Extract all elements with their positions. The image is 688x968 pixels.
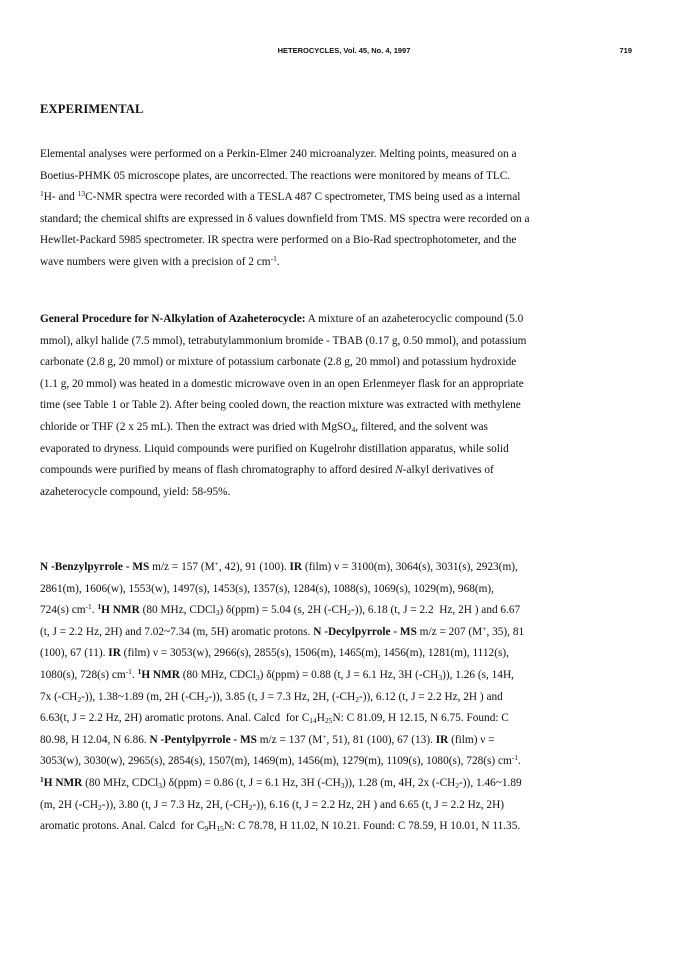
text-line: 80.98, H 12.04, N 6.86. N -Pentylpyrrole - MS m/z = 137 (M+, 51), 81 (100), 67 (13). IR (film) ν =	[40, 731, 495, 746]
text-line: mmol), alkyl halide (7.5 mmol), tetrabutylammonium bromide - TBAB (0.17 g, 0.50 mmol), and potassium	[40, 334, 527, 347]
paragraph-instruments	[40, 144, 655, 274]
text-line: Boetius-PHMK 05 microscope plates, are uncorrected. The reactions were monitored by means of TLC.	[40, 169, 511, 182]
text-line: carbonate (2.8 g, 20 mmol) or mixture of potassium carbonate (2.8 g, 20 mmol) and potassium hydroxide	[40, 356, 517, 369]
text-line: 7x $(-CH_2-)$), 1.38~1.89 (m, 2H $(-CH_2-)$), 3.85 (t, J = 7.3 Hz, 2H, $(-CH_2-)$), 6.12 (t, J = 2.2 Hz, 2H ) and	[40, 690, 503, 704]
text-line: 6.63(t, J = 2.2 Hz, 2H) aromatic protons. Anal. Calcd for $C_{14}H_{25}N$: C 81.09, H 12.15, N 6.75. Found: C	[40, 712, 509, 726]
text-line: 724(s) $cm^{-1}$. $^1$H NMR (80 MHz, CDCl$_3$) δ(ppm) = 5.04 (s, 2H $(-CH_2-)$), 6.18 (t, J = 2.2 Hz, 2H ) and 6.67	[40, 602, 521, 618]
section-title: EXPERIMENTAL	[40, 102, 144, 116]
procedure-title: General Procedure for N-Alkylation of Azaheterocycle:	[40, 313, 306, 325]
text-line: azaheterocycle compound, yield: 58-95%.	[40, 485, 231, 498]
page-number: 719	[619, 46, 632, 55]
text-line: chloride or THF (2 x 25 mL). Then the extract was dried with MgSO$_4$, filtered, and the solvent was	[40, 420, 488, 434]
text-line: General Procedure for N-Alkylation of Azaheterocycle: A mixture of an azaheterocyclic compound (5.0	[40, 313, 524, 325]
text-line: (m, 2H $(-CH_2-)$), 3.80 (t, J = 7.3 Hz, 2H, $(-CH_2-)$), 6.16 (t, J = 2.2 Hz, 2H ) and 6.65 (t, J = 2.2 Hz, 2H)	[40, 798, 504, 812]
text-line: (1.1 g, 20 mmol) was heated in a domestic microwave oven in an open Erlenmeyer flask for an appropriate	[40, 377, 524, 390]
compound-label-pentylpyrrole: N -Pentylpyrrole - MS	[149, 733, 257, 746]
text-line: wave numbers were given with a precision of 2 $cm^{-1}$.	[40, 253, 280, 268]
paragraph-compound-data	[40, 557, 655, 838]
text-line: aromatic protons. Anal. Calcd for $C_9H_{15}N$: C 78.78, H 11.02, N 10.21. Found: C 78.59, H 10.01, N 11.35.	[40, 820, 521, 834]
paragraph-general-procedure	[40, 309, 655, 503]
text-line: compounds were purified by means of flash chromatography to afford desired N-alkyl derivatives of	[40, 464, 494, 477]
text-line: Elemental analyses were performed on a Perkin-Elmer 240 microanalyzer. Melting points, measured on a	[40, 148, 517, 160]
compound-label-decylpyrrole: N -Decylpyrrole - MS	[313, 625, 417, 638]
text-line: 2861(m), 1606(w), 1553(w), 1497(s), 1453(s), 1357(s), 1284(s), 1088(s), 1069(s), 1029(m), 968(m),	[40, 582, 495, 595]
text-line: time (see Table 1 or Table 2). After being cooled down, the reaction mixture was extracted with methylene	[40, 399, 521, 412]
text-line: (100), 67 (11). IR (film) ν = 3053(w), 2966(s), 2855(s), 1506(m), 1465(m), 1456(m), 1281(m), 1112(s),	[40, 647, 509, 660]
compound-label-benzylpyrrole: N -Benzylpyrrole - MS	[40, 561, 150, 573]
text-line: $^1$H NMR (80 MHz, CDCl$_3$) δ(ppm) = 0.86 (t, J = 6.1 Hz, 3H $(-CH_3)$), 1.28 (m, 4H, 2x $(-CH_2-)$), 1.46~1.89	[40, 774, 522, 790]
text-line: (t, J = 2.2 Hz, 2H) and 7.02~7.34 (m, 5H) aromatic protons. N -Decylpyrrole - MS m/z = 207 (M+, 35), 81	[40, 623, 525, 638]
text-line: $^1$H- and $^{13}$C-NMR spectra were recorded with a TESLA 487 C spectrometer, TMS being used as a internal	[40, 189, 521, 204]
text-line: standard; the chemical shifts are expressed in δ values downfield from TMS. MS spectra were recorded on a	[40, 212, 530, 225]
text-line: evaporated to dryness. Liquid compounds were purified on Kugelrohr distillation apparatus, while solid	[40, 442, 509, 455]
running-header	[0, 46, 688, 60]
text-line: 1080(s), 728(s) $cm^{-1}$. $^1$H NMR (80 MHz, CDCl$_3$) δ(ppm) = 0.88 (t, J = 6.1 Hz, 3H $(-CH_3)$), 1.26 (s, 14H,	[40, 666, 514, 682]
text-line: Hewllet-Packard 5985 spectrometer. IR spectra were performed on a Bio-Rad spectrophotometer, and the	[40, 234, 517, 247]
text-line: N -Benzylpyrrole - MS m/z = 157 (M+, 42), 91 (100). IR (film) ν = 3100(m), 3064(s), 3031(s), 2923(m),	[40, 559, 518, 573]
journal-citation: HETEROCYCLES, Vol. 45, No. 4, 1997	[277, 46, 411, 55]
text-line: 3053(w), 3030(w), 2965(s), 2854(s), 1507(m), 1469(m), 1456(m), 1279(m), 1109(s), 1080(s), 728(s) $cm^{-1}$.	[40, 753, 521, 768]
